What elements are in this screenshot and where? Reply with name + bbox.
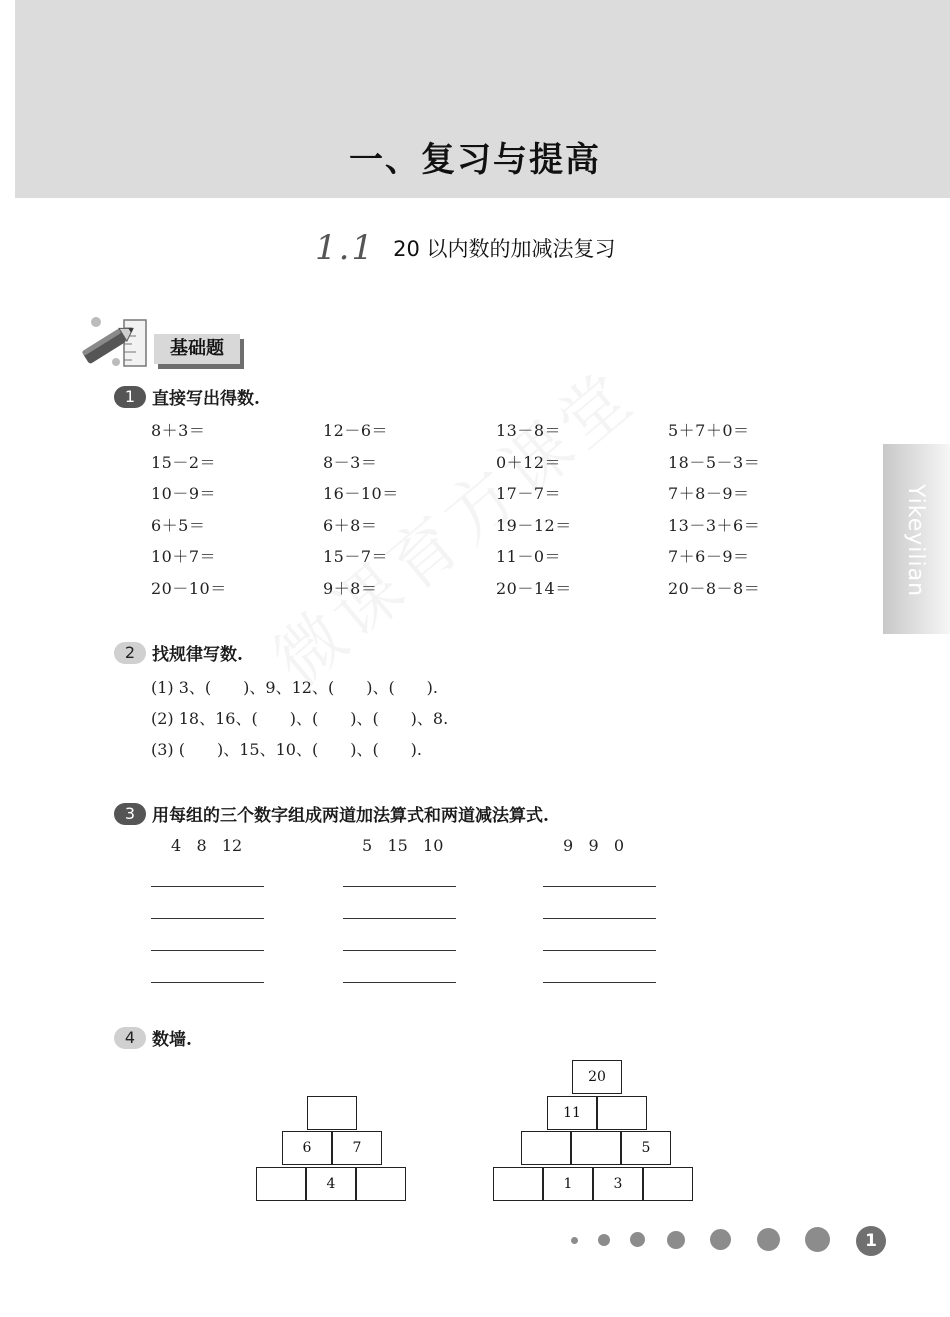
answer-line[interactable] — [343, 982, 456, 983]
answer-line[interactable] — [543, 982, 656, 983]
question-1-heading — [114, 384, 260, 409]
equation: 9＋8＝ — [323, 579, 378, 598]
pencil-ruler-icon — [74, 312, 154, 372]
equation: 13－8＝ — [496, 421, 562, 440]
wall-cell[interactable] — [256, 1167, 306, 1201]
wall-cell[interactable] — [597, 1096, 647, 1130]
wall-cell[interactable] — [307, 1096, 357, 1130]
equation: 8－3＝ — [323, 453, 378, 472]
answer-line[interactable] — [343, 918, 456, 919]
wall-cell[interactable] — [521, 1131, 571, 1165]
answer-line[interactable] — [543, 918, 656, 919]
footer-dot — [630, 1232, 645, 1247]
equation: 5＋7＋0＝ — [668, 421, 750, 440]
answer-line[interactable] — [343, 950, 456, 951]
question-4-heading — [114, 1025, 192, 1050]
equation: 18－5－3＝ — [668, 453, 761, 472]
equation: 16－10＝ — [323, 484, 399, 503]
equation: 13－3＋6＝ — [668, 516, 761, 535]
section-number: 1.1 — [315, 228, 376, 268]
basics-badge — [74, 312, 264, 372]
equation: 20－14＝ — [496, 579, 572, 598]
answer-line[interactable] — [151, 918, 264, 919]
question-3-heading — [114, 801, 549, 826]
equation: 15－7＝ — [323, 547, 389, 566]
pattern-item: (1) 3、( )、9、12、( )、( ). — [151, 678, 439, 697]
answer-line[interactable] — [151, 982, 264, 983]
question-3-prompt: 用每组的三个数字组成两道加法算式和两道减法算式. — [152, 806, 549, 826]
wall-cell[interactable] — [493, 1167, 543, 1201]
equation: 20－10＝ — [151, 579, 227, 598]
answer-line[interactable] — [151, 886, 264, 887]
question-3-number: 3 — [114, 803, 146, 825]
equation: 12－6＝ — [323, 421, 389, 440]
basics-label: 基础题 — [154, 334, 240, 364]
wall-cell[interactable]: 3 — [593, 1167, 643, 1201]
equation: 6＋8＝ — [323, 516, 378, 535]
answer-line[interactable] — [343, 886, 456, 887]
wall-cell[interactable]: 11 — [547, 1096, 597, 1130]
footer-dot — [805, 1227, 830, 1252]
question-4-prompt: 数墙. — [152, 1030, 192, 1050]
number-group: 5 15 10 — [362, 836, 444, 855]
equation: 7＋6－9＝ — [668, 547, 750, 566]
number-group: 4 8 12 — [171, 836, 243, 855]
answer-line[interactable] — [151, 950, 264, 951]
equation: 0＋12＝ — [496, 453, 562, 472]
wall-cell[interactable] — [356, 1167, 406, 1201]
question-2-number: 2 — [114, 642, 146, 664]
footer-dot — [571, 1237, 578, 1244]
wall-cell[interactable]: 20 — [572, 1060, 622, 1094]
page-number: 1 — [856, 1226, 886, 1256]
wall-cell[interactable]: 4 — [306, 1167, 356, 1201]
equation: 15－2＝ — [151, 453, 217, 472]
wall-cell[interactable] — [643, 1167, 693, 1201]
pattern-item: (2) 18、16、( )、( )、( )、8. — [151, 709, 449, 728]
number-group: 9 9 0 — [563, 836, 625, 855]
wall-cell[interactable] — [571, 1131, 621, 1165]
equation: 17－7＝ — [496, 484, 562, 503]
footer-dot — [667, 1231, 685, 1249]
question-2-prompt: 找规律写数. — [152, 645, 243, 665]
wall-cell[interactable]: 1 — [543, 1167, 593, 1201]
equation: 6＋5＝ — [151, 516, 206, 535]
side-tab — [883, 444, 950, 634]
footer-dot — [598, 1234, 610, 1246]
equation: 11－0＝ — [496, 547, 562, 566]
wall-cell[interactable]: 7 — [332, 1131, 382, 1165]
answer-line[interactable] — [543, 886, 656, 887]
side-tab-text: Yikeyilian — [903, 484, 928, 598]
equation: 10－9＝ — [151, 484, 217, 503]
wall-cell[interactable]: 6 — [282, 1131, 332, 1165]
wall-cell[interactable]: 5 — [621, 1131, 671, 1165]
answer-line[interactable] — [543, 950, 656, 951]
pattern-item: (3) ( )、15、10、( )、( ). — [151, 740, 423, 759]
equation: 7＋8－9＝ — [668, 484, 750, 503]
watermark — [250, 345, 652, 705]
question-2-heading — [114, 640, 243, 665]
equation: 8＋3＝ — [151, 421, 206, 440]
equation: 10＋7＝ — [151, 547, 217, 566]
question-1-prompt: 直接写出得数. — [152, 389, 260, 409]
section-title: 20 以内数的加减法复习 — [393, 237, 616, 261]
footer-dot — [710, 1229, 731, 1250]
chapter-title: 一、复习与提高 — [349, 140, 601, 180]
footer-dot — [757, 1228, 780, 1251]
question-4-number: 4 — [114, 1027, 146, 1049]
question-1-number: 1 — [114, 386, 146, 408]
section-heading — [315, 228, 615, 268]
equation: 19－12＝ — [496, 516, 572, 535]
equation: 20－8－8＝ — [668, 579, 761, 598]
